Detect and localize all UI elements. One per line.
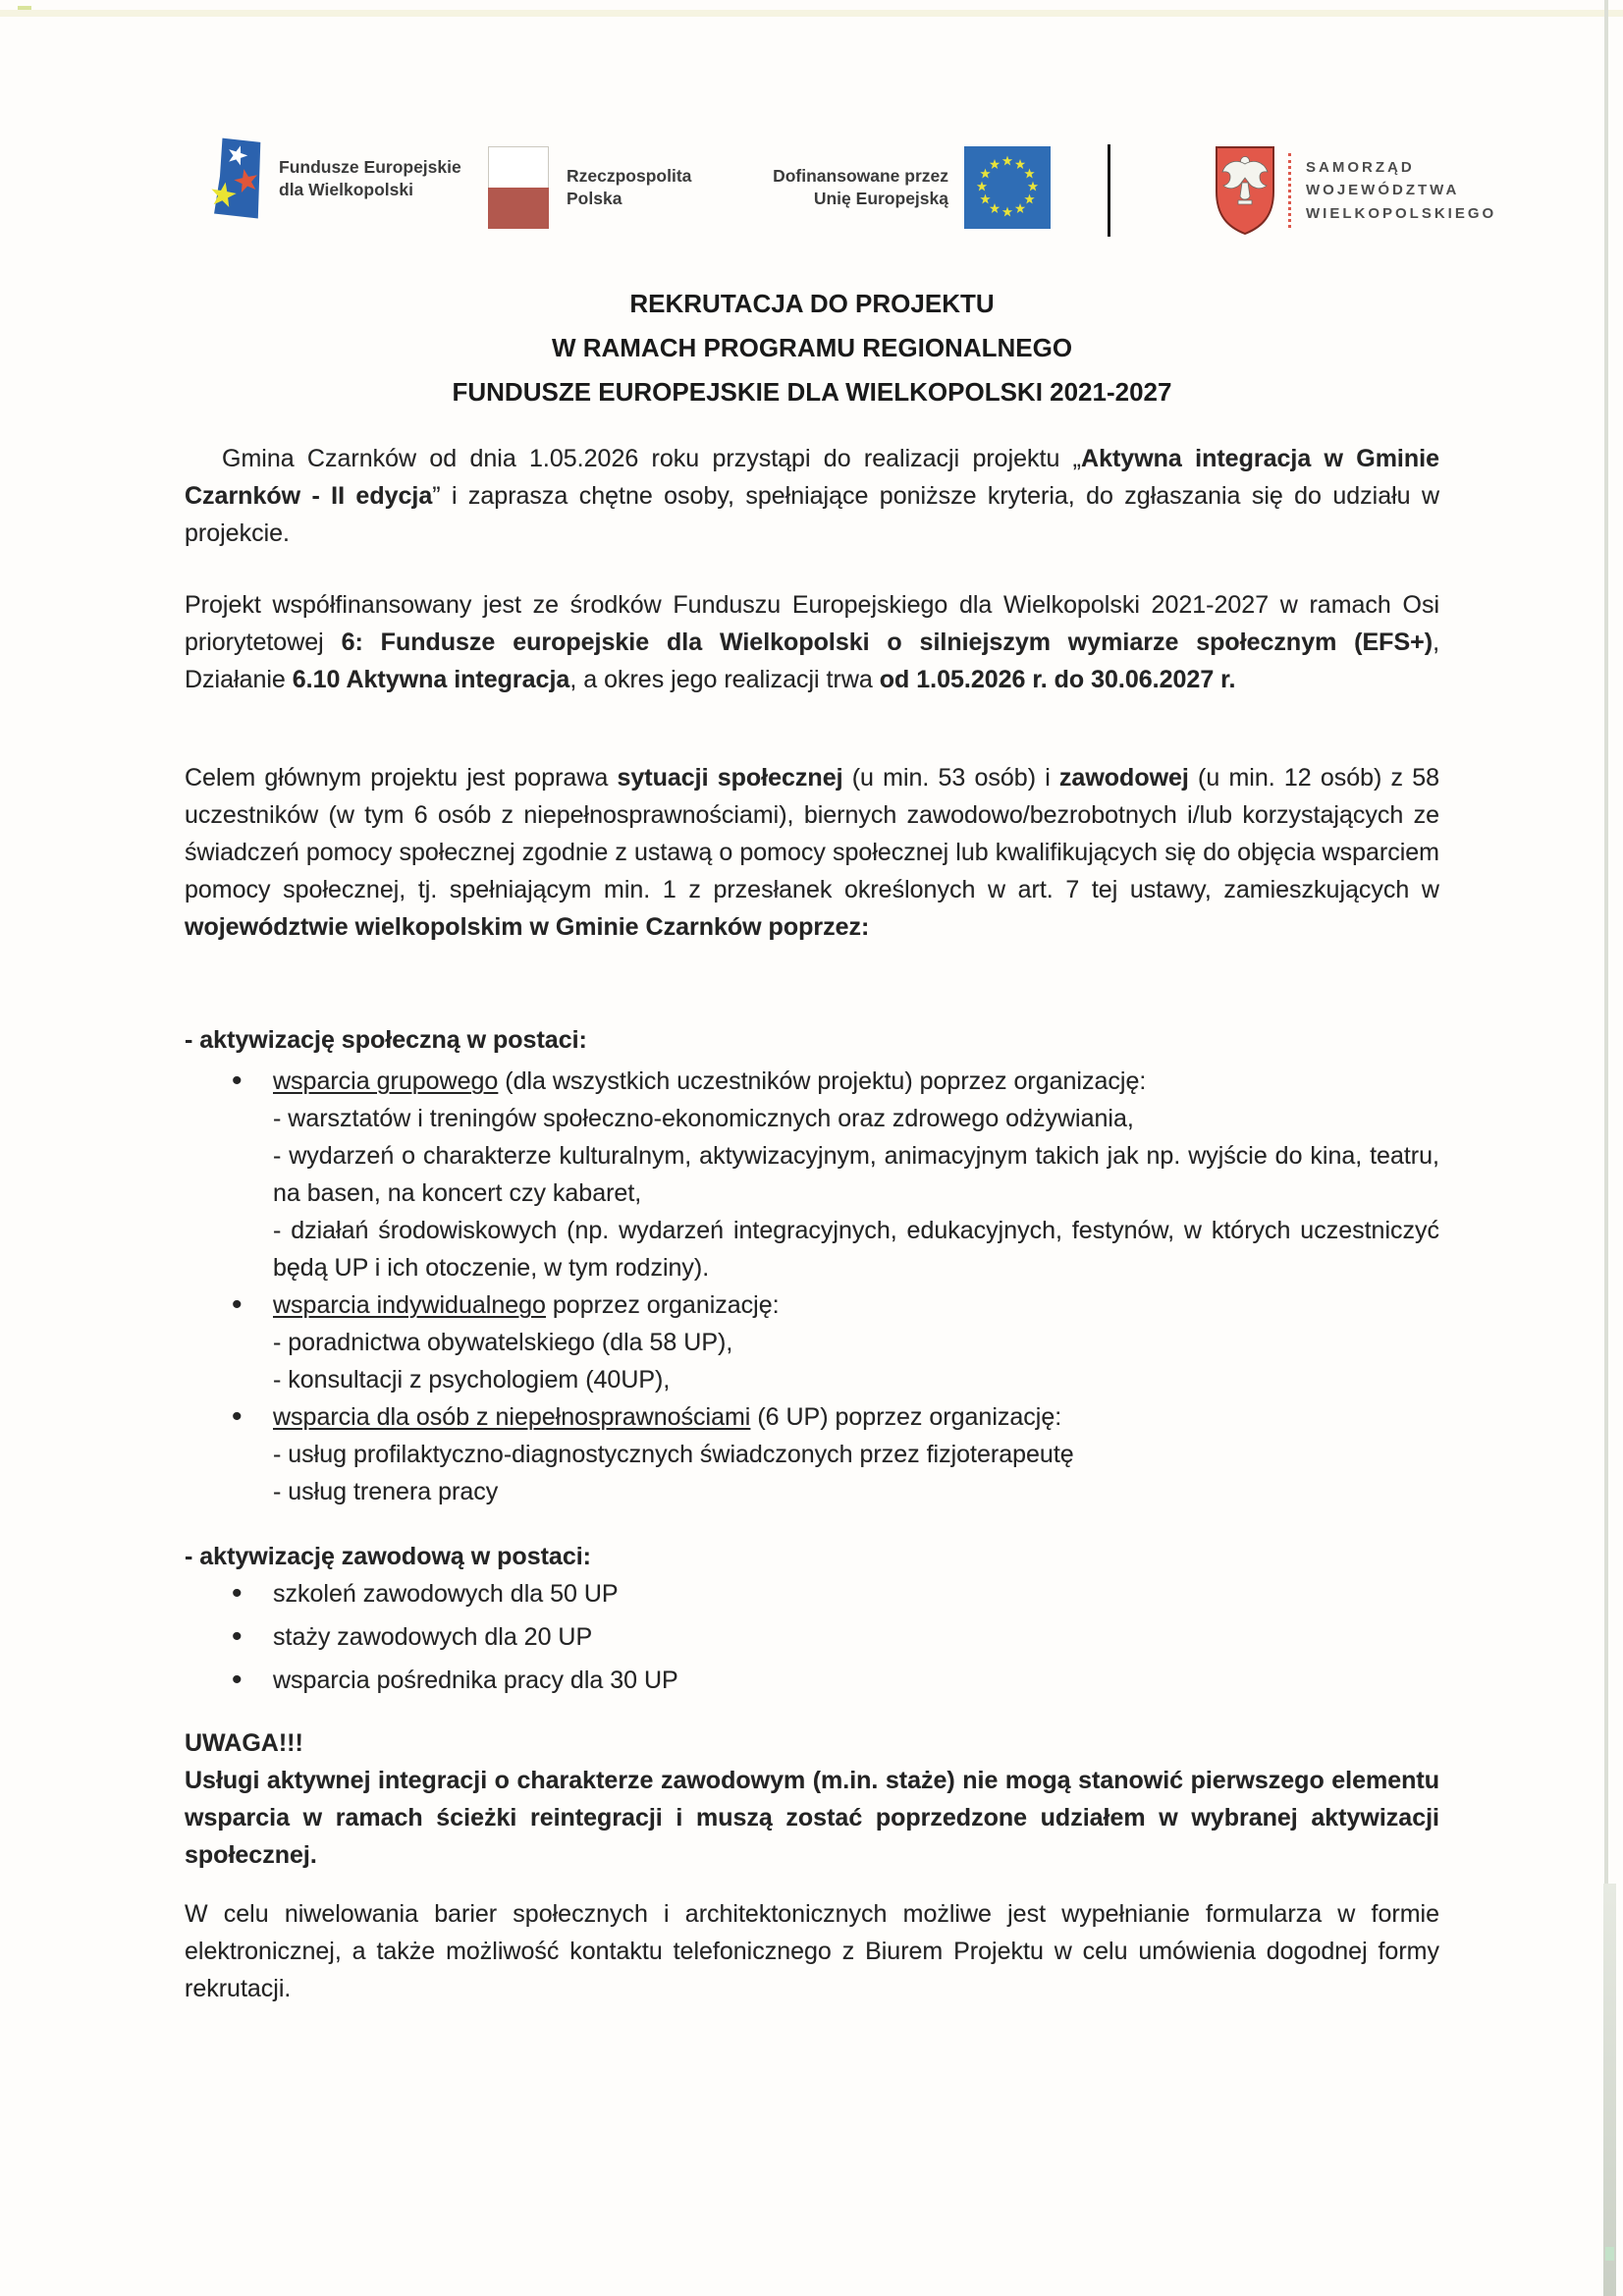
text-segment: Gmina Czarnków od dnia 1.05.2026 roku przystąpi do realizacji projektu „ — [222, 445, 1082, 472]
goal-paragraph — [185, 759, 1439, 946]
text-segment: szkoleń zawodowych dla 50 UP — [273, 1580, 619, 1608]
text-segment-bold: sytuacji społecznej — [617, 764, 843, 792]
text-segment: , a okres jego realizacji trwa — [569, 666, 880, 693]
logo-fundusze-europejskie — [209, 131, 461, 227]
text-segment-bold: 6: Fundusze europejskie dla Wielkopolski o silniejszym wymiarze społecznym (EFS+) — [341, 629, 1434, 656]
pl-logo-label — [567, 165, 691, 210]
sub-item: - wydarzeń o charakterze kulturalnym, aktywizacyjnym, animacyjnym takich jak np. wyjście do kina, teatru, na basen, na koncert czy kabaret, — [273, 1142, 1439, 1207]
pl-logo-line1: Rzeczpospolita — [567, 166, 692, 186]
sub-item: - działań środowiskowych (np. wydarzeń integracyjnych, edukacyjnych, festynów, w których uczestniczyć będą UP i ich otoczenie, w tym rodziny). — [273, 1217, 1439, 1282]
vocational-activation-list — [185, 1575, 1439, 1705]
logo-rzeczpospolita-polska — [488, 146, 691, 229]
vocational-activation-heading: - aktywizację zawodową w postaci: — [185, 1543, 592, 1570]
social-activation-heading: - aktywizację społeczną w postaci: — [185, 1026, 587, 1054]
closing-paragraph: W celu niwelowania barier społecznych i architektonicznych możliwe jest wypełnianie formularza w formie elektronicznej, a także możliwość kontaktu telefonicznego z Biurem Projektu w celu umówienia dogodnej formy rekrutacji. — [185, 1900, 1439, 2002]
text-segment: (u min. 12 osób) z 58 uczestników (w tym 6 osób z niepełnosprawnościami), biernych zawodowo/bezrobotnych i/lub korzystających ze świadczeń pomocy społecznej zgodnie z ustawą o pomocy społecznej lub kwalifikujących się do objęcia wsparciem pomocy społecznej, tj. spełniającym min. 1 z przesłanek określonych w art. 7 tej ustawy, zamieszkujących w — [185, 764, 1439, 903]
fe-logo-label — [279, 156, 461, 201]
text-segment-underlined: wsparcia indywidualnego — [273, 1291, 546, 1319]
text-segment-underlined: wsparcia dla osób z niepełnosprawnościami — [273, 1403, 751, 1431]
eu-logo-line2: Unię Europejską — [813, 189, 948, 208]
eu-logo-line1: Dofinansowane przez — [773, 166, 948, 186]
text-segment: ” i zaprasza chętne osoby, spełniające poniższe kryteria, do zgłaszania się do udziału w projekcie. — [185, 482, 1439, 547]
scan-artifact-bottom-right — [1603, 1884, 1616, 2296]
list-item — [185, 1398, 1439, 1510]
list-item — [185, 1063, 1439, 1286]
sw-logo-line1: SAMORZĄD — [1306, 158, 1415, 176]
eu-logo-label — [754, 165, 948, 210]
sub-item: - usług profilaktyczno-diagnostycznych świadczonych przez fizjoterapeutę — [273, 1441, 1074, 1468]
logo-unia-europejska — [754, 146, 1051, 229]
sub-item: - warsztatów i treningów społeczno-ekonomicznych oraz zdrowego odżywiania, — [273, 1105, 1134, 1132]
list-item — [185, 1662, 1439, 1699]
warning-paragraph: Usługi aktywnej integracji o charakterze zawodowym (m.in. staże) nie mogą stanowić pierwszego elementu wsparcia w ramach ścieżki reintegracji i muszą zostać poprzedzone udziałem w wybranej aktywizacji społecznej. — [185, 1767, 1439, 1869]
scan-artifact-speck — [18, 6, 31, 10]
fundusze-europejskie-flag-icon — [209, 131, 262, 227]
poland-flag-icon — [488, 146, 549, 229]
crest-dotted-separator — [1288, 153, 1291, 228]
header-separator-line — [1108, 144, 1110, 237]
text-segment: wsparcia pośrednika pracy dla 30 UP — [273, 1667, 678, 1694]
sub-item: - usług trenera pracy — [273, 1478, 499, 1505]
sw-logo-label — [1306, 156, 1496, 226]
eu-flag-icon — [964, 146, 1051, 229]
sub-item: - poradnictwa obywatelskiego (dla 58 UP), — [273, 1329, 733, 1356]
pl-logo-line2: Polska — [567, 189, 622, 208]
financing-paragraph — [185, 586, 1439, 698]
text-segment: Projekt współfinansowany jest ze środków Funduszu Europejskiego dla Wielkopolski 2021-2027 w ramach Osi priorytetowej — [185, 591, 1439, 656]
text-segment-bold: 6.10 Aktywna integracja — [292, 666, 570, 693]
text-segment: (u min. 53 osób) i — [842, 764, 1059, 792]
fe-logo-line2: dla Wielkopolski — [279, 180, 413, 199]
title-line2: W RAMACH PROGRAMU REGIONALNEGO — [551, 333, 1073, 362]
scan-artifact-green-spot — [1605, 2247, 1614, 2261]
text-segment-bold: województwie wielkopolskim w Gminie Czarnków poprzez: — [185, 913, 870, 941]
sw-logo-line2: WOJEWÓDZTWA — [1306, 182, 1460, 199]
logo-samorzad-wojewodztwa — [1214, 144, 1496, 237]
fe-logo-line1: Fundusze Europejskie — [279, 157, 461, 177]
wielkopolska-crest-icon — [1214, 144, 1276, 237]
text-segment-underlined: wsparcia grupowego — [273, 1067, 499, 1095]
text-segment: (dla wszystkich uczestników projektu) poprzez organizację: — [498, 1067, 1147, 1095]
title-line3: FUNDUSZE EUROPEJSKIE DLA WIELKOPOLSKI 2021-2027 — [452, 377, 1172, 407]
text-segment-bold: od 1.05.2026 r. do 30.06.2027 r. — [879, 666, 1236, 693]
text-segment: staży zawodowych dla 20 UP — [273, 1623, 593, 1651]
title-line1: REKRUTACJA DO PROJEKTU — [629, 289, 995, 318]
text-segment: poprzez organizację: — [545, 1291, 780, 1319]
scan-artifact-top-line — [0, 10, 1623, 17]
sw-logo-line3: WIELKOPOLSKIEGO — [1306, 204, 1497, 222]
list-item — [185, 1575, 1439, 1613]
list-item — [185, 1286, 1439, 1398]
text-segment: (6 UP) poprzez organizację: — [750, 1403, 1062, 1431]
text-segment-bold: Aktywna integracja w Gminie Czarnków - II edycja — [185, 445, 1439, 510]
text-segment: Celem głównym projektu jest poprawa — [185, 764, 618, 792]
text-segment: , Działanie — [185, 629, 1440, 693]
social-activation-list — [185, 1063, 1439, 1510]
list-item — [185, 1618, 1439, 1656]
warning-title: UWAGA!!! — [185, 1729, 303, 1757]
sub-item: - konsultacji z psychologiem (40UP), — [273, 1366, 671, 1394]
intro-paragraph — [185, 440, 1439, 552]
page-title — [185, 282, 1439, 414]
text-segment-bold: zawodowej — [1058, 764, 1189, 792]
